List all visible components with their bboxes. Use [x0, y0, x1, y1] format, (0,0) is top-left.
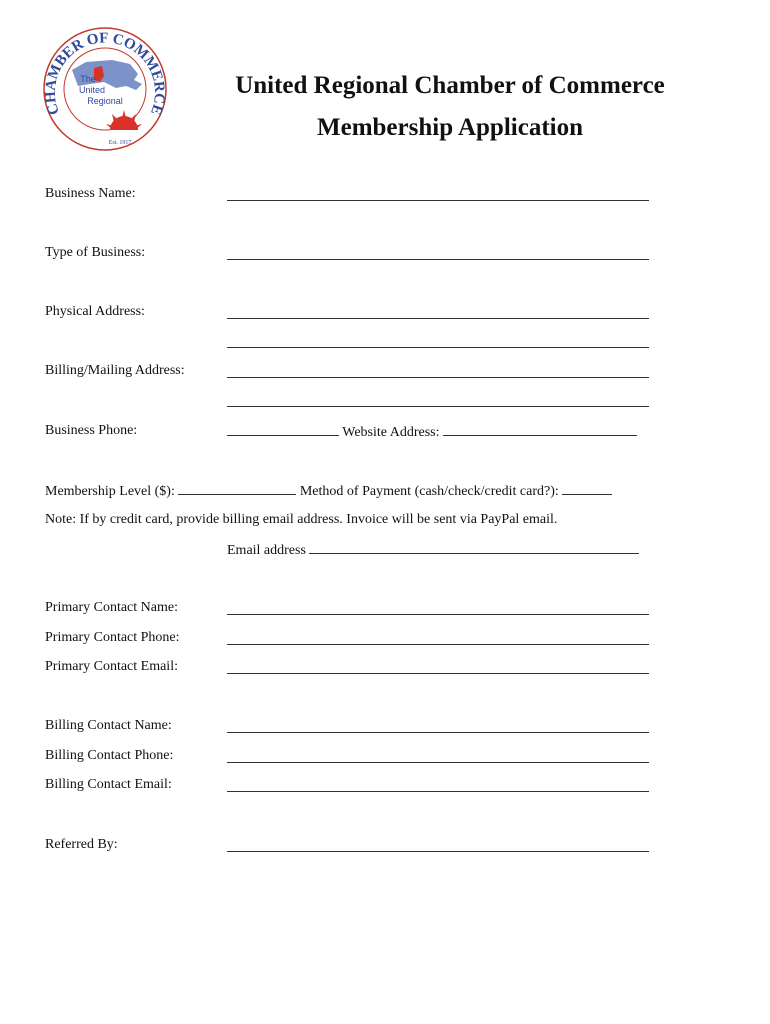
website-address-label: Website Address: — [342, 425, 440, 440]
primary-contact-email-field[interactable] — [227, 673, 649, 674]
primary-contact-name-field[interactable] — [227, 614, 649, 615]
page-title: United Regional Chamber of Commerce — [235, 72, 665, 99]
page-subtitle: Membership Application — [317, 114, 583, 141]
business-name-field[interactable] — [227, 200, 649, 201]
billing-contact-email-field[interactable] — [227, 791, 649, 792]
chamber-of-commerce-logo — [42, 26, 168, 152]
primary-contact-phone-field[interactable] — [227, 644, 649, 645]
primary-contact-phone-label: Primary Contact Phone: — [45, 630, 180, 645]
website-address-field[interactable] — [443, 423, 637, 436]
business-name-label: Business Name: — [45, 186, 136, 201]
membership-level-label: Membership Level ($): — [45, 484, 175, 499]
phone-website-row — [227, 423, 637, 441]
credit-card-note: Note: If by credit card, provide billing email address. Invoice will be sent via PayPal email. — [45, 512, 558, 527]
type-of-business-field[interactable] — [227, 259, 649, 260]
billing-contact-name-label: Billing Contact Name: — [45, 718, 172, 733]
primary-contact-name-label: Primary Contact Name: — [45, 600, 178, 615]
physical-address-label: Physical Address: — [45, 304, 145, 319]
business-phone-label: Business Phone: — [45, 423, 138, 438]
primary-contact-email-label: Primary Contact Email: — [45, 659, 178, 674]
method-of-payment-label: Method of Payment (cash/check/credit card?): — [299, 484, 559, 499]
logo-the: The — [80, 74, 96, 84]
email-address-label: Email address — [227, 543, 306, 558]
email-address-row — [227, 541, 639, 559]
billing-contact-phone-label: Billing Contact Phone: — [45, 748, 174, 763]
logo-ring-text: CHAMBER OF COMMERCE — [42, 30, 168, 117]
billing-mailing-address-label: Billing/Mailing Address: — [45, 363, 185, 378]
logo-united: United — [78, 85, 106, 95]
billing-mailing-address-field-1[interactable] — [227, 377, 649, 378]
referred-by-field[interactable] — [227, 851, 649, 852]
billing-contact-phone-field[interactable] — [227, 762, 649, 763]
billing-mailing-address-field-2[interactable] — [227, 406, 649, 407]
logo-regional: Regional — [87, 96, 123, 106]
sun-icon — [106, 110, 142, 130]
method-of-payment-field[interactable] — [562, 482, 612, 495]
type-of-business-label: Type of Business: — [45, 245, 146, 260]
referred-by-label: Referred By: — [45, 837, 118, 852]
logo-est: Est. 1917 — [108, 140, 132, 146]
physical-address-field-1[interactable] — [227, 318, 649, 319]
billing-contact-email-label: Billing Contact Email: — [45, 777, 172, 792]
billing-contact-name-field[interactable] — [227, 732, 649, 733]
physical-address-field-2[interactable] — [227, 347, 649, 348]
membership-payment-row — [45, 482, 612, 500]
email-address-field[interactable] — [309, 541, 639, 554]
business-phone-field[interactable] — [227, 423, 339, 436]
membership-level-field[interactable] — [178, 482, 296, 495]
